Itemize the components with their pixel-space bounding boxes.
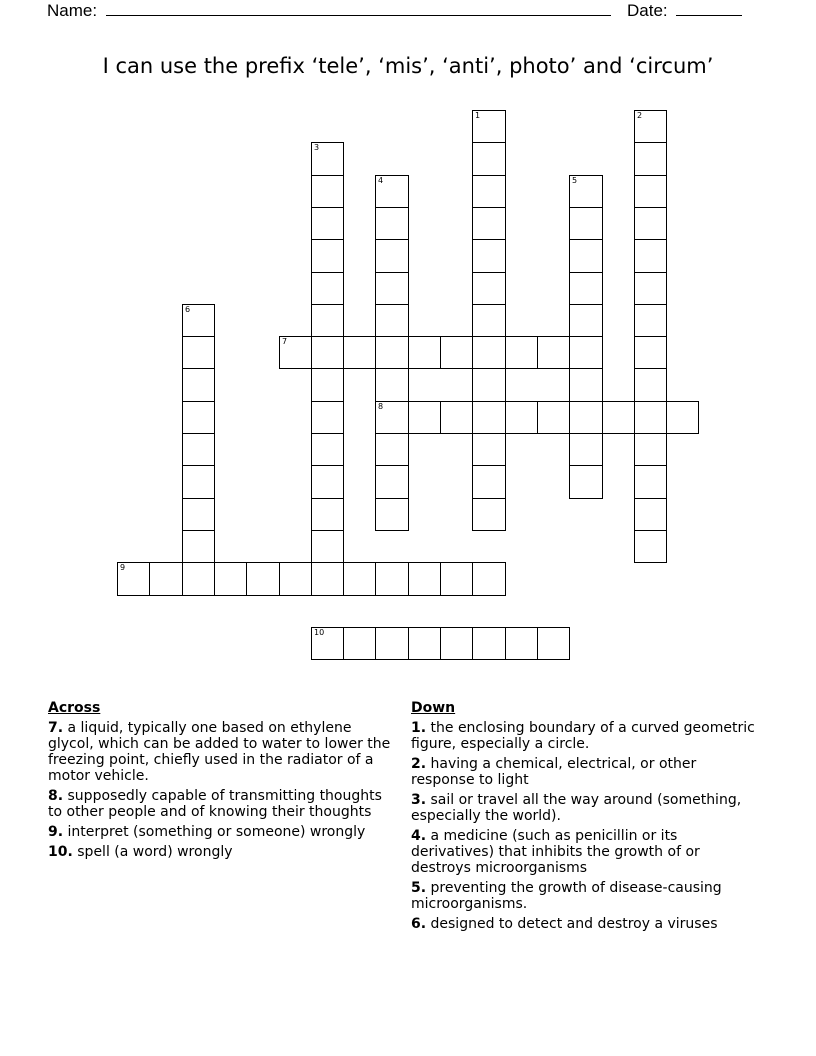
cell-input[interactable]: [150, 563, 182, 595]
grid-cell[interactable]: [634, 272, 667, 305]
cell-input[interactable]: [376, 337, 408, 368]
cell-input[interactable]: [570, 240, 602, 272]
grid-cell[interactable]: [182, 336, 215, 369]
cell-input[interactable]: [312, 531, 343, 562]
clue-number: 7.: [48, 720, 64, 736]
grid-cell[interactable]: [182, 530, 215, 563]
grid-cell[interactable]: [311, 142, 344, 176]
grid-cell[interactable]: [311, 433, 344, 466]
cell-input[interactable]: [506, 628, 537, 659]
cell-input[interactable]: [376, 305, 408, 336]
grid-cell[interactable]: [311, 304, 344, 337]
cell-input[interactable]: [441, 337, 472, 368]
clue-text: a medicine (such as penicillin or its derivatives) that inhibits the growth of or destroys microorganisms: [411, 828, 700, 876]
grid-cell[interactable]: [182, 433, 215, 466]
grid-cell[interactable]: [634, 239, 667, 273]
cell-input[interactable]: [635, 337, 666, 368]
down-clues: [411, 700, 756, 936]
cell-input[interactable]: [312, 563, 343, 595]
grid-cell[interactable]: [408, 336, 441, 369]
grid-cell[interactable]: [634, 142, 667, 176]
clue-number-label: 10: [314, 628, 325, 637]
cell-input[interactable]: [506, 402, 537, 433]
cell-input[interactable]: [183, 369, 214, 401]
grid-cell[interactable]: [666, 401, 699, 434]
cell-input[interactable]: [570, 434, 602, 465]
cell-input[interactable]: [312, 402, 343, 433]
grid-cell[interactable]: [634, 498, 667, 531]
grid-cell[interactable]: [472, 368, 506, 402]
clue-across-7: [48, 720, 398, 784]
grid-cell[interactable]: [505, 336, 538, 369]
clue-number-label: 8: [378, 402, 384, 411]
cell-input[interactable]: [441, 628, 472, 659]
cell-input[interactable]: [473, 337, 505, 368]
down-heading: Down: [411, 700, 456, 716]
grid-cell[interactable]: [634, 401, 667, 434]
grid-cell[interactable]: [472, 465, 506, 499]
grid-cell[interactable]: [634, 465, 667, 499]
clue-number: 2.: [411, 756, 427, 772]
grid-cell[interactable]: [472, 336, 506, 369]
cell-input[interactable]: [183, 305, 214, 336]
cell-input[interactable]: [570, 337, 602, 368]
name-label: Name:: [47, 1, 98, 20]
grid-cell[interactable]: [472, 272, 506, 305]
cell-input[interactable]: [312, 499, 343, 530]
grid-cell[interactable]: [375, 433, 409, 466]
grid-cell[interactable]: [117, 562, 150, 596]
cell-input[interactable]: [312, 305, 343, 336]
cell-input[interactable]: [473, 111, 505, 142]
grid-cell[interactable]: [311, 562, 344, 596]
clue-text: sail or travel all the way around (something, especially the world).: [411, 792, 742, 824]
cell-input[interactable]: [473, 143, 505, 175]
grid-cell[interactable]: [472, 175, 506, 208]
grid-cell[interactable]: [440, 627, 473, 660]
clue-number: 4.: [411, 828, 427, 844]
grid-cell[interactable]: [375, 272, 409, 305]
cell-input[interactable]: [376, 628, 408, 659]
clue-text: interpret (something or someone) wrongly: [67, 824, 366, 840]
cell-input[interactable]: [183, 531, 214, 562]
grid-cell[interactable]: [602, 401, 635, 434]
grid-cell[interactable]: [634, 530, 667, 563]
grid-cell[interactable]: [472, 239, 506, 273]
cell-input[interactable]: [247, 563, 279, 595]
clue-number: 8.: [48, 788, 64, 804]
grid-cell[interactable]: [311, 239, 344, 273]
cell-input[interactable]: [183, 402, 214, 433]
cell-input[interactable]: [635, 466, 666, 498]
clue-down-6: [411, 916, 756, 932]
clue-text: designed to detect and destroy a viruses: [430, 916, 718, 932]
grid-cell[interactable]: [472, 433, 506, 466]
clue-number-label: 5: [572, 176, 578, 185]
clue-down-3: [411, 792, 756, 824]
cell-input[interactable]: [312, 143, 343, 175]
cell-input[interactable]: [635, 208, 666, 239]
cell-input[interactable]: [409, 402, 440, 433]
cell-input[interactable]: [183, 337, 214, 368]
clue-number-label: 6: [185, 305, 191, 314]
cell-input[interactable]: [473, 499, 505, 530]
cell-input[interactable]: [409, 563, 440, 595]
cell-input[interactable]: [409, 337, 440, 368]
cell-input[interactable]: [344, 337, 375, 368]
grid-cell[interactable]: [472, 562, 506, 596]
clue-number-label: 4: [378, 176, 384, 185]
grid-cell[interactable]: [311, 336, 344, 369]
cell-input[interactable]: [473, 369, 505, 401]
grid-cell[interactable]: [375, 562, 409, 596]
grid-cell[interactable]: [569, 336, 603, 369]
grid-cell[interactable]: [375, 627, 409, 660]
cell-input[interactable]: [312, 466, 343, 498]
clue-number-label: 1: [475, 111, 481, 120]
cell-input[interactable]: [570, 466, 602, 498]
cell-input[interactable]: [215, 563, 246, 595]
grid-cell[interactable]: [279, 562, 312, 596]
cell-input[interactable]: [312, 337, 343, 368]
cell-input[interactable]: [570, 273, 602, 304]
grid-cell[interactable]: [569, 272, 603, 305]
cell-input[interactable]: [635, 273, 666, 304]
cell-input[interactable]: [376, 240, 408, 272]
cell-input[interactable]: [506, 337, 537, 368]
grid-cell[interactable]: [182, 304, 215, 337]
cell-input[interactable]: [635, 531, 666, 562]
grid-cell[interactable]: [634, 433, 667, 466]
across-clues: [48, 700, 398, 864]
grid-cell[interactable]: [634, 368, 667, 402]
grid-cell[interactable]: [375, 336, 409, 369]
clue-across-9: [48, 824, 398, 840]
grid-cell[interactable]: [472, 110, 506, 143]
cell-input[interactable]: [280, 337, 311, 368]
cell-input[interactable]: [603, 402, 634, 433]
cell-input[interactable]: [473, 208, 505, 239]
grid-cell[interactable]: [311, 627, 344, 660]
grid-cell[interactable]: [472, 498, 506, 531]
grid-cell[interactable]: [311, 498, 344, 531]
grid-cell[interactable]: [440, 401, 473, 434]
grid-cell[interactable]: [569, 433, 603, 466]
cell-input[interactable]: [441, 402, 472, 433]
cell-input[interactable]: [635, 240, 666, 272]
grid-cell[interactable]: [375, 401, 409, 434]
grid-cell[interactable]: [569, 207, 603, 240]
cell-input[interactable]: [183, 466, 214, 498]
grid-cell[interactable]: [182, 465, 215, 499]
grid-cell[interactable]: [472, 304, 506, 337]
grid-cell[interactable]: [537, 627, 570, 660]
grid-cell[interactable]: [279, 336, 312, 369]
cell-input[interactable]: [312, 273, 343, 304]
grid-cell[interactable]: [472, 627, 506, 660]
grid-cell[interactable]: [408, 562, 441, 596]
clue-number: 10.: [48, 844, 73, 860]
cell-input[interactable]: [376, 499, 408, 530]
grid-cell[interactable]: [537, 401, 570, 434]
clue-text: spell (a word) wrongly: [77, 844, 233, 860]
cell-input[interactable]: [570, 369, 602, 401]
clue-text: preventing the growth of disease-causing microorganisms.: [411, 880, 722, 912]
cell-input[interactable]: [312, 208, 343, 239]
cell-input[interactable]: [538, 337, 569, 368]
grid-cell[interactable]: [569, 239, 603, 273]
cell-input[interactable]: [376, 369, 408, 401]
cell-input[interactable]: [667, 402, 698, 433]
grid-cell[interactable]: [311, 530, 344, 563]
grid-cell[interactable]: [343, 336, 376, 369]
grid-cell[interactable]: [311, 272, 344, 305]
cell-input[interactable]: [473, 434, 505, 465]
cell-input[interactable]: [376, 466, 408, 498]
cell-input[interactable]: [635, 434, 666, 465]
cell-input[interactable]: [473, 628, 505, 659]
grid-cell[interactable]: [408, 401, 441, 434]
clue-down-1: [411, 720, 756, 752]
grid-cell[interactable]: [569, 401, 603, 434]
grid-cell[interactable]: [375, 175, 409, 208]
cell-input[interactable]: [312, 240, 343, 272]
grid-cell[interactable]: [472, 207, 506, 240]
grid-cell[interactable]: [343, 627, 376, 660]
clue-number: 6.: [411, 916, 427, 932]
date-label: Date:: [627, 1, 668, 20]
grid-cell[interactable]: [149, 562, 183, 596]
cell-input[interactable]: [635, 369, 666, 401]
grid-cell[interactable]: [311, 207, 344, 240]
clue-text: a liquid, typically one based on ethylene glycol, which can be added to water to lower the freezing point, chiefly used in the radiator of a motor vehicle.: [48, 720, 391, 784]
grid-cell[interactable]: [634, 175, 667, 208]
grid-cell[interactable]: [375, 498, 409, 531]
cell-input[interactable]: [473, 240, 505, 272]
clue-number: 1.: [411, 720, 427, 736]
cell-input[interactable]: [473, 563, 505, 595]
cell-input[interactable]: [441, 563, 472, 595]
grid-cell[interactable]: [408, 627, 441, 660]
clue-text: supposedly capable of transmitting thoughts to other people and of knowing their thoughts: [48, 788, 382, 820]
cell-input[interactable]: [376, 273, 408, 304]
grid-cell[interactable]: [569, 465, 603, 499]
grid-cell[interactable]: [440, 562, 473, 596]
clue-number: 9.: [48, 824, 64, 840]
grid-cell[interactable]: [343, 562, 376, 596]
clue-number: 5.: [411, 880, 427, 896]
grid-cell[interactable]: [182, 498, 215, 531]
page-title: I can use the prefix ‘tele’, ‘mis’, ‘anti’, photo’ and ‘circum’: [102, 54, 714, 78]
clue-number-label: 9: [120, 563, 126, 572]
clue-text: having a chemical, electrical, or other response to light: [411, 756, 697, 788]
cell-input[interactable]: [570, 176, 602, 207]
grid-cell[interactable]: [182, 368, 215, 402]
cell-input[interactable]: [635, 305, 666, 336]
grid-cell[interactable]: [634, 207, 667, 240]
grid-cell[interactable]: [569, 304, 603, 337]
cell-input[interactable]: [473, 305, 505, 336]
cell-input[interactable]: [344, 628, 375, 659]
cell-input[interactable]: [473, 176, 505, 207]
grid-cell[interactable]: [375, 239, 409, 273]
cell-input[interactable]: [280, 563, 311, 595]
grid-cell[interactable]: [537, 336, 570, 369]
grid-cell[interactable]: [472, 401, 506, 434]
grid-cell[interactable]: [246, 562, 280, 596]
across-heading: Across: [48, 700, 101, 716]
grid-cell[interactable]: [634, 304, 667, 337]
clue-down-2: [411, 756, 756, 788]
clue-down-4: [411, 828, 756, 876]
grid-cell[interactable]: [375, 465, 409, 499]
cell-input[interactable]: [312, 434, 343, 465]
cell-input[interactable]: [473, 402, 505, 433]
cell-input[interactable]: [312, 176, 343, 207]
cell-input[interactable]: [635, 111, 666, 142]
grid-cell[interactable]: [505, 401, 538, 434]
cell-input[interactable]: [570, 305, 602, 336]
cell-input[interactable]: [183, 563, 214, 595]
grid-cell[interactable]: [375, 304, 409, 337]
cell-input[interactable]: [635, 176, 666, 207]
grid-cell[interactable]: [182, 401, 215, 434]
grid-cell[interactable]: [634, 336, 667, 369]
clue-number-label: 2: [637, 111, 643, 120]
grid-cell[interactable]: [569, 175, 603, 208]
cell-input[interactable]: [538, 628, 569, 659]
grid-cell[interactable]: [311, 175, 344, 208]
cell-input[interactable]: [473, 466, 505, 498]
cell-input[interactable]: [118, 563, 149, 595]
grid-cell[interactable]: [375, 368, 409, 402]
grid-cell[interactable]: [214, 562, 247, 596]
cell-input[interactable]: [376, 563, 408, 595]
cell-input[interactable]: [473, 273, 505, 304]
cell-input[interactable]: [376, 176, 408, 207]
cell-input[interactable]: [570, 208, 602, 239]
cell-input[interactable]: [312, 369, 343, 401]
cell-input[interactable]: [376, 402, 408, 433]
clue-number-label: 7: [282, 337, 288, 346]
grid-cell[interactable]: [311, 368, 344, 402]
cell-input[interactable]: [376, 434, 408, 465]
cell-input[interactable]: [312, 628, 343, 659]
grid-cell[interactable]: [472, 142, 506, 176]
cell-input[interactable]: [635, 402, 666, 433]
grid-cell[interactable]: [311, 465, 344, 499]
cell-input[interactable]: [635, 499, 666, 530]
grid-cell[interactable]: [440, 336, 473, 369]
grid-cell[interactable]: [311, 401, 344, 434]
cell-input[interactable]: [183, 434, 214, 465]
cell-input[interactable]: [538, 402, 569, 433]
clue-down-5: [411, 880, 756, 912]
clue-text: the enclosing boundary of a curved geometric figure, especially a circle.: [411, 720, 755, 752]
grid-cell[interactable]: [569, 368, 603, 402]
grid-cell[interactable]: [505, 627, 538, 660]
cell-input[interactable]: [409, 628, 440, 659]
grid-cell[interactable]: [634, 110, 667, 143]
cell-input[interactable]: [635, 143, 666, 175]
cell-input[interactable]: [376, 208, 408, 239]
clue-number: 3.: [411, 792, 427, 808]
clue-across-8: [48, 788, 398, 820]
cell-input[interactable]: [183, 499, 214, 530]
clue-across-10: [48, 844, 398, 860]
clue-number-label: 3: [314, 143, 320, 152]
grid-cell[interactable]: [375, 207, 409, 240]
grid-cell[interactable]: [182, 562, 215, 596]
cell-input[interactable]: [570, 402, 602, 433]
cell-input[interactable]: [344, 563, 375, 595]
